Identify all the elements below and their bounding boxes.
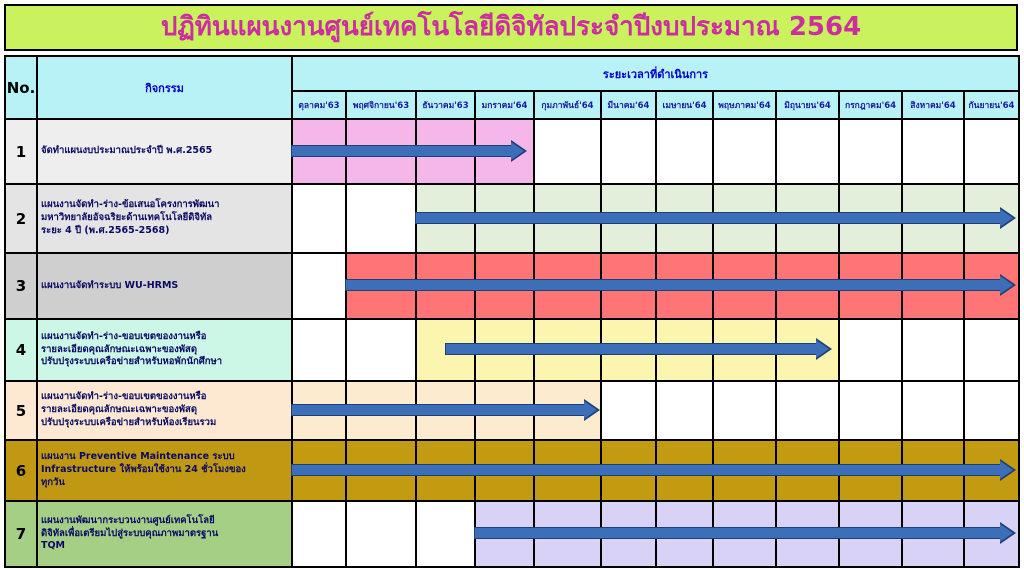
arrow-head-fill <box>816 340 829 358</box>
arrow-head-fill <box>1000 209 1013 227</box>
schedule-cell <box>963 380 1020 441</box>
schedule-cell <box>901 318 965 382</box>
timeline-arrow <box>445 338 832 360</box>
schedule-cell <box>291 183 347 254</box>
arrow-shaft <box>291 464 1002 476</box>
schedule-cell <box>963 118 1020 185</box>
schedule-cell <box>712 118 777 185</box>
month-header: สิงหาคม'64 <box>901 90 965 120</box>
activity-label: แผนงานจัดทำ-ร่าง-ขอบเขตของงานหรือ รายละเอียดคุณลักษณะเฉพาะของพัสดุ ปรับปรุงระบบเครือข่ายสำหรับห้องเรียนรวม <box>36 380 293 441</box>
schedule-cell <box>838 380 903 441</box>
arrow-head-fill <box>584 401 597 419</box>
row-number: 4 <box>4 318 38 382</box>
row-number: 2 <box>4 183 38 254</box>
schedule-cell <box>775 380 840 441</box>
schedule-cell <box>291 318 347 382</box>
no-column-header: No. <box>4 55 38 120</box>
activity-label: แผนงาน Preventive Maintenance ระบบ Infrastructure ให้พร้อมใช้งาน 24 ชั่วโมงของ ทุกวัน <box>36 439 293 502</box>
month-header: ตุลาคม'63 <box>291 90 347 120</box>
schedule-cell <box>291 252 347 320</box>
schedule-cell <box>345 183 417 254</box>
schedule-cell <box>901 118 965 185</box>
month-header: มีนาคม'64 <box>600 90 657 120</box>
schedule-cell <box>600 118 657 185</box>
arrow-head-fill <box>1000 524 1013 542</box>
activity-column-header: กิจกรรม <box>36 55 293 120</box>
arrow-shaft <box>474 527 1002 539</box>
page-title: ปฏิทินแผนงานศูนย์เทคโนโลยีดิจิทัลประจำปีงบประมาณ 2564 <box>4 4 1018 51</box>
schedule-cell <box>415 500 476 568</box>
schedule-cell <box>712 380 777 441</box>
arrow-shaft <box>415 212 1002 224</box>
timeline-arrow <box>291 399 600 421</box>
period-header: ระยะเวลาที่ดำเนินการ <box>291 55 1020 92</box>
timeline-arrow <box>291 459 1016 481</box>
arrow-head-fill <box>511 142 524 160</box>
schedule-cell <box>838 318 903 382</box>
schedule-cell <box>655 118 714 185</box>
month-header: กันยายน'64 <box>963 90 1020 120</box>
row-number: 7 <box>4 500 38 568</box>
row-number: 5 <box>4 380 38 441</box>
row-number: 6 <box>4 439 38 502</box>
schedule-cell <box>345 318 417 382</box>
schedule-cell <box>655 380 714 441</box>
schedule-cell <box>963 318 1020 382</box>
arrow-shaft <box>291 404 586 416</box>
arrow-head-fill <box>1000 461 1013 479</box>
arrow-shaft <box>445 343 818 355</box>
schedule-cell <box>775 118 840 185</box>
month-header: กรกฎาคม'64 <box>838 90 903 120</box>
activity-label: จัดทำแผนงบประมาณประจำปี พ.ศ.2565 <box>36 118 293 185</box>
month-header: พฤศจิกายน'63 <box>345 90 417 120</box>
month-header: มกราคม'64 <box>474 90 535 120</box>
month-header: ธันวาคม'63 <box>415 90 476 120</box>
activity-label: แผนงานพัฒนากระบวนงานศูนย์เทคโนโลยี ดิจิทัลเพื่อเตรียมไปสู่ระบบคุณภาพมาตรฐาน TQM <box>36 500 293 568</box>
arrow-shaft <box>291 145 513 157</box>
row-number: 3 <box>4 252 38 320</box>
timeline-arrow <box>291 140 527 162</box>
timeline-arrow <box>415 207 1016 229</box>
arrow-head-fill <box>1000 276 1013 294</box>
month-header: มิถุนายน'64 <box>775 90 840 120</box>
month-header: เมษายน'64 <box>655 90 714 120</box>
timeline-arrow <box>345 274 1016 296</box>
schedule-cell <box>600 380 657 441</box>
schedule-cell <box>901 380 965 441</box>
timeline-arrow <box>474 522 1016 544</box>
schedule-cell <box>838 118 903 185</box>
schedule-cell <box>345 500 417 568</box>
arrow-shaft <box>345 279 1002 291</box>
month-header: กุมภาพันธ์'64 <box>533 90 602 120</box>
schedule-cell <box>291 500 347 568</box>
schedule-cell <box>533 118 602 185</box>
activity-label: แผนงานจัดทำ-ร่าง-ขอบเขตของงานหรือ รายละเอียดคุณลักษณะเฉพาะของพัสดุ ปรับปรุงระบบเครือข่ายสำหรับหอพักนักศึกษา <box>36 318 293 382</box>
activity-label: แผนงานจัดทำ-ร่าง-ข้อเสนอโครงการพัฒนา มหาวิทยาลัยอัจฉริยะด้านเทคโนโลยีดิจิทัล ระยะ 4 ปี (พ.ศ.2565-2568) <box>36 183 293 254</box>
activity-label: แผนงานจัดทำระบบ WU-HRMS <box>36 252 293 320</box>
row-number: 1 <box>4 118 38 185</box>
month-header: พฤษภาคม'64 <box>712 90 777 120</box>
